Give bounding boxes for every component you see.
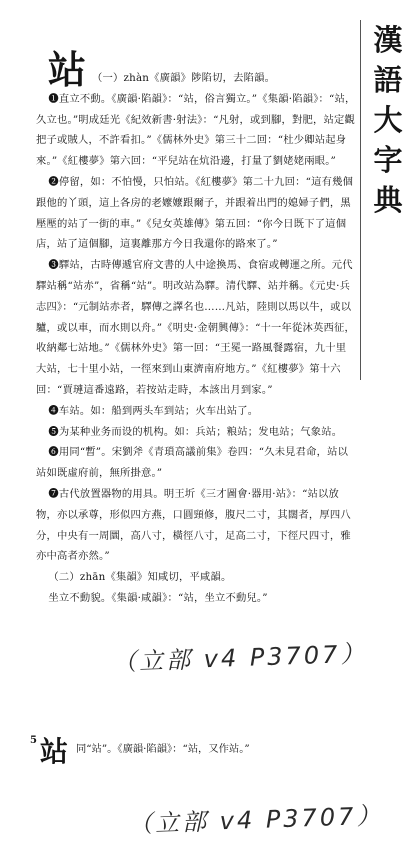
vertical-rule (360, 20, 361, 380)
sense-7: ❼古代放置器物的用具。明王圻《三才圖會·器用·站》：“站以放物，亦以承尊，形似四方燕，口圓頸修，腹尺二寸，其闊者，厚四八分，中央有一周圜，高八寸，橫徑八寸，足高二寸，下徑尺四寸，雅亦中高者亦然。” (36, 487, 351, 563)
sense-6: ❻用同“暫”。宋劉斧《青瑣高議前集》卷四：“久未見君命，站以站如既虛府前，無所掛意。” (36, 446, 349, 480)
side-title-char: 漢 (373, 23, 403, 57)
entry-variant: 同“站”。《廣韻·陷韻》：“站，又作站。” (76, 743, 250, 755)
sense-4: ❹车站。如：船到两头车到站；火车出站了。 (48, 404, 259, 417)
reading-2-sense: 坐立不動貌。《集韻·咸韻》：“站，坐立不動兒。” (48, 591, 268, 604)
side-title (366, 20, 410, 220)
sense-2: ❷停留，如：不怕慢，只怕站。《紅樓夢》第二十九回：“這有幾個跟他的丫頭，這上各房的老嬤嬤跟爾子，并跟着出門的媳婦子們，黑壓壓的站了一街的車。”《兒女英雄傳》第五回：“你今日既下了這個店，站了這個腳，這裏離那方今日我還你的路來了。” (36, 175, 354, 251)
headword-zhan: 站 (48, 47, 87, 92)
entry-intro: （一）zhàn《廣韻》陟陷切，去陷韻。 (92, 72, 276, 84)
stroke-number: 5 (30, 735, 37, 746)
side-title-char: 典 (373, 183, 403, 217)
sense-3: ❸驛站，古時傳遞官府文書的人中途換馬、食宿或轉運之所。元代驛站稱“站赤”，省稱“站”。明改站為驛。清代驛、站并稱。《元史·兵志四》：“元制站赤者，驛傳之譯名也……凡站，陸則以馬以牛，或以驢，或以車，而水則以舟。”《明史·金朝興傳》：“十一年從沐英西征，收納鄰七站地。”《儒林外史》第一回：“王冕一路風餐露宿，九十里大站，七十里小站，一徑來到山東濟南府地方。”《紅樓夢》第十六回：“賈璉這番遠路，若按站走時，本該出月到家。” (36, 259, 356, 396)
headword-variant: 站 (40, 735, 69, 768)
handwritten-note: （立部 v4 P3707） (127, 801, 384, 839)
entry-zhan (36, 70, 356, 609)
side-title-char: 字 (373, 143, 403, 177)
side-title-char: 大 (373, 103, 403, 137)
handwritten-note: （立部 v4 P3707） (111, 639, 368, 677)
sense-5: ❺为某种业务而设的机构。如：兵站；粮站；发电站；气象站。 (48, 425, 343, 438)
reading-2: （二）zhān《集韻》知咸切，平咸韻。 (48, 571, 232, 584)
sense-1: ❶直立不動。《廣韻·陷韻》：“站，俗言獨立。”《集韻·陷韻》：“站，久立也。”明成廷光《紀效新書·射法》：“凡射，或到腳，對肥，站定觀把子或賊人，不許看扣。”《儒林外史》第三十二回：“杜少卿站起身來。”《紅樓夢》第六回：“平兒站在炕沿邊，打量了劉姥姥兩眼。” (36, 92, 356, 168)
side-title-char: 語 (373, 63, 403, 97)
